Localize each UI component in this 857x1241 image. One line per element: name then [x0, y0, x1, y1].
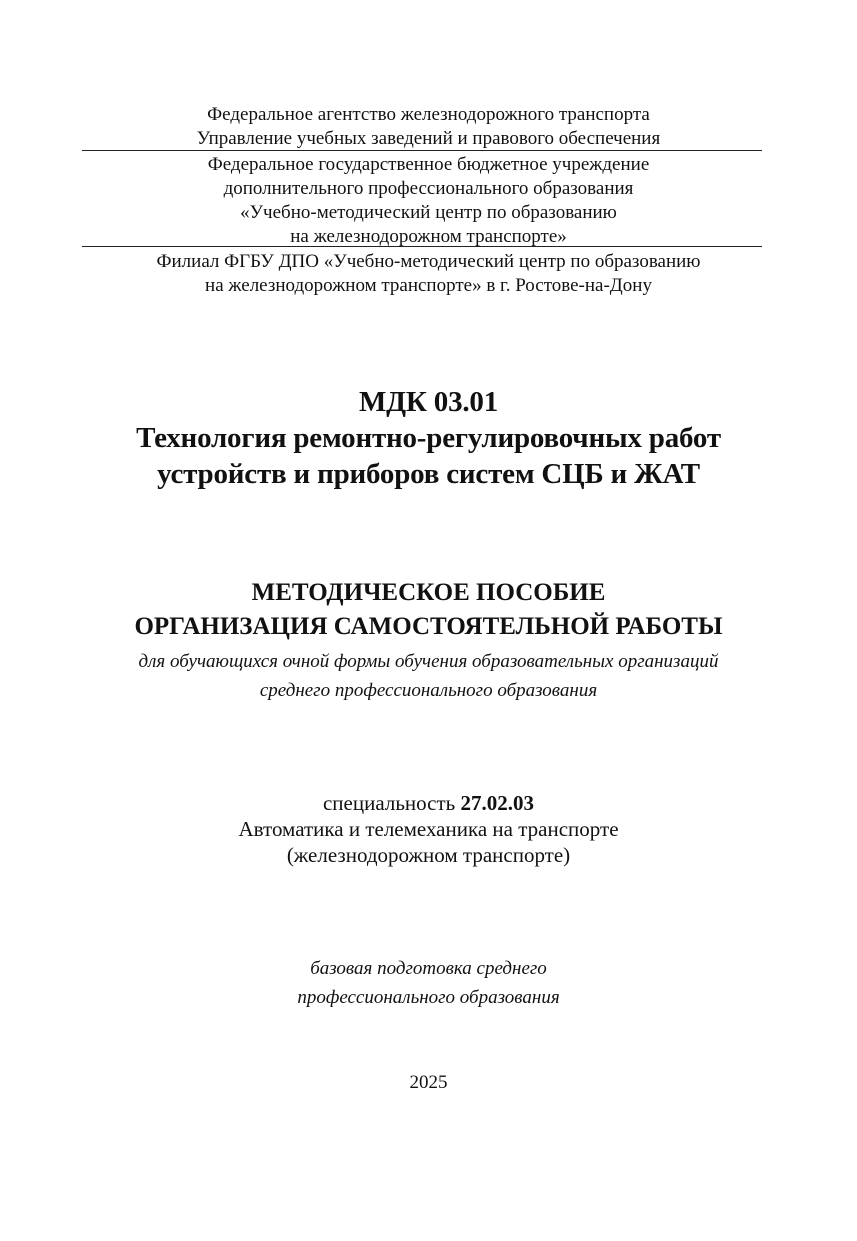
course-title-line-2: устройств и приборов систем СЦБ и ЖАТ [157, 458, 700, 490]
education-level [0, 954, 857, 1012]
branch-header [0, 250, 857, 298]
specialty-code: 27.02.03 [460, 791, 534, 815]
audience-line-1: для обучающихся очной формы обучения образовательных организаций [138, 651, 719, 672]
audience-line-2: среднего профессионального образования [259, 680, 598, 701]
specialty-name-line-2: (железнодорожном транспорте) [286, 843, 571, 867]
course-heading [0, 384, 857, 492]
agency-header [0, 103, 857, 151]
course-code: МДК 03.01 [358, 386, 499, 418]
header-divider-top [82, 150, 762, 151]
specialty-block [0, 790, 857, 868]
course-title-line-1: Технология ремонтно-регулировочных работ [136, 422, 721, 454]
document-heading [0, 576, 857, 644]
institution-line-2: дополнительного профессионального образования [223, 178, 634, 199]
specialty-label: специальность [322, 791, 456, 815]
agency-line: Федеральное агентство железнодорожного транспорта [207, 104, 650, 125]
institution-header [0, 153, 857, 249]
branch-line-1: Филиал ФГБУ ДПО «Учебно-методический центр по образованию [156, 251, 701, 272]
document-audience [0, 647, 857, 705]
level-line-2: профессионального образования [297, 987, 560, 1008]
specialty-line [0, 790, 857, 816]
institution-line-1: Федеральное государственное бюджетное учреждение [207, 154, 650, 175]
branch-line-2: на железнодорожном транспорте» в г. Ростове-на-Дону [205, 275, 652, 296]
institution-line-4: на железнодорожном транспорте» [290, 226, 567, 247]
year-text: 2025 [409, 1072, 448, 1093]
institution-line-3: «Учебно-методический центр по образованию [240, 202, 617, 223]
level-line-1: базовая подготовка среднего [310, 958, 547, 979]
agency-department-line: Управление учебных заведений и правового обеспечения [196, 128, 661, 149]
publication-year [0, 1071, 857, 1095]
document-subject: ОРГАНИЗАЦИЯ САМОСТОЯТЕЛЬНОЙ РАБОТЫ [134, 613, 723, 640]
header-divider-bottom [82, 246, 762, 247]
specialty-name-line-1: Автоматика и телемеханика на транспорте [238, 817, 619, 841]
document-type: МЕТОДИЧЕСКОЕ ПОСОБИЕ [251, 579, 606, 606]
